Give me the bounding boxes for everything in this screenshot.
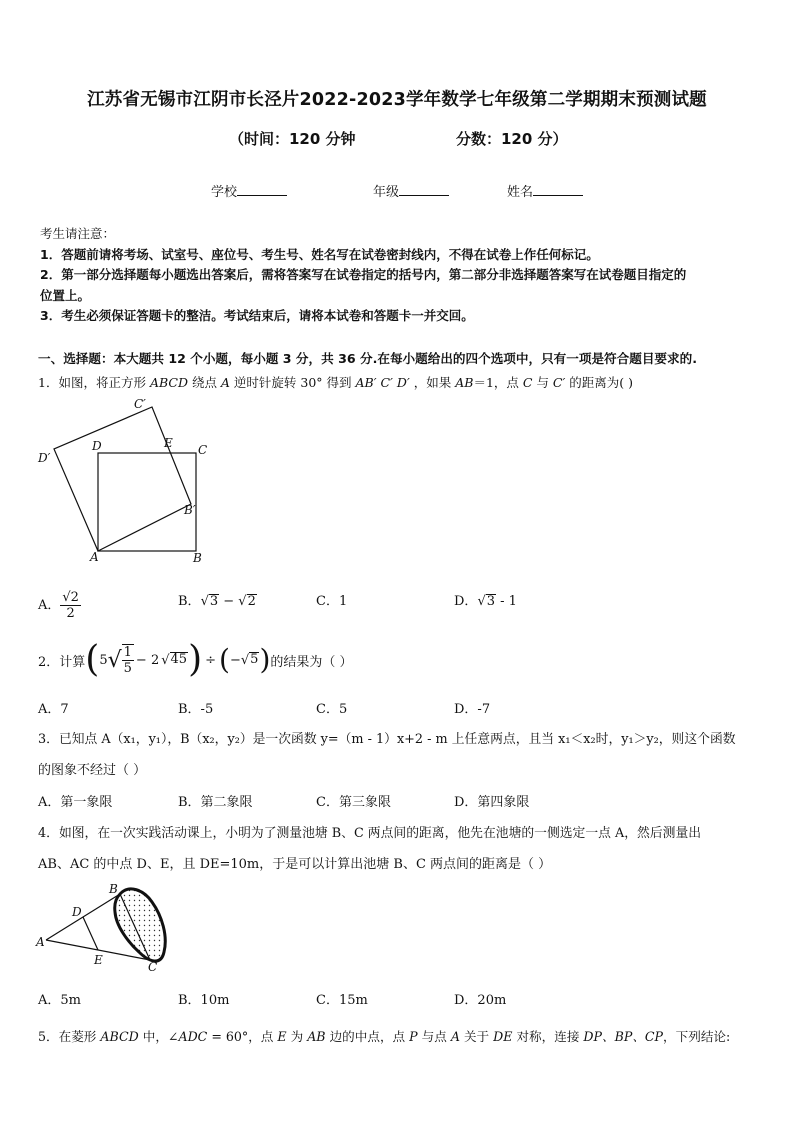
q5-text: 与点 <box>417 1029 451 1044</box>
q5-var: ABCD <box>100 1029 139 1044</box>
question-3-line-2: 的图象不经过（ ） <box>38 763 147 778</box>
q5-var: AB <box>307 1029 326 1044</box>
q1-text: ，如果 <box>409 375 456 390</box>
q5-var: DE <box>493 1029 513 1044</box>
label-e: E <box>94 953 103 967</box>
label-c: C <box>198 443 208 457</box>
option-tail: - 1 <box>496 594 517 609</box>
q2-coef: − 2 <box>135 652 160 668</box>
question-2-stem: 2．计算 ( 5 √ $\frac{1}{5}$ − 2 √ 45 ) ÷ ( − √ 5 ) 的结果为（ ） <box>38 639 353 680</box>
label-b-prime: B′ <box>184 503 196 517</box>
radicand: 45 <box>170 652 188 668</box>
q2-text: 2．计算 <box>38 654 86 670</box>
note-item: 3．考生必须保证答题卡的整洁。考试结束后，请将本试卷和答题卡一并交回。 <box>40 308 474 323</box>
label-d: D <box>72 905 82 919</box>
q1-text: 绕点 <box>187 375 221 390</box>
q1-var: AB <box>455 375 474 390</box>
grade-blank[interactable] <box>399 183 449 196</box>
q3-option-b[interactable]: B．第二象限 <box>178 795 253 810</box>
radicand: 3 <box>486 594 496 609</box>
q5-text: 为 <box>286 1029 308 1044</box>
q1-var: AB′ C′ D′ <box>355 375 410 390</box>
label-e: E <box>164 436 173 450</box>
grade-field <box>373 181 449 200</box>
name-blank[interactable] <box>533 183 583 196</box>
q2-option-b[interactable]: B．-5 <box>178 702 214 717</box>
q1-text: 的距离为( ) <box>565 375 634 390</box>
q2-option-d[interactable]: D．-7 <box>454 702 491 717</box>
grade-label: 年级 <box>373 185 400 200</box>
radicand: 2 <box>247 594 256 609</box>
q4-option-d[interactable]: D．20m <box>454 993 507 1008</box>
paren-open: ( <box>85 639 100 680</box>
q5-text: 关于 <box>459 1029 494 1044</box>
square-abcd <box>98 453 196 551</box>
radical-sign: √ <box>107 647 122 673</box>
q2-option-c[interactable]: C．5 <box>316 702 348 717</box>
fraction-numerator: 1 <box>123 645 132 660</box>
school-blank[interactable] <box>237 183 287 196</box>
q4-option-b[interactable]: B．10m <box>178 993 230 1008</box>
note-item: 2．第一部分选择题每小题选出答案后，需将答案写在试卷指定的括号内，第二部分非选择题答案写在试卷题目指定的 <box>40 267 687 282</box>
page-title: 江苏省无锡市江阴市长泾片2022-2023学年数学七年级第二学期期末预测试题 <box>87 90 707 110</box>
q5-var: ADC <box>178 1029 208 1044</box>
question-4-line-1: 4．如图，在一次实践活动课上，小明为了测量池塘 B、C 两点间的距离，他先在池塘的一侧选定一点 A，然后测量出 <box>38 826 702 841</box>
label-c: C <box>148 960 158 974</box>
name-field <box>507 181 583 200</box>
fraction-numerator: √2 <box>62 590 79 605</box>
q1-option-a[interactable] <box>38 590 81 621</box>
question-4-figure <box>32 878 182 978</box>
label-c-prime: C′ <box>134 397 146 411</box>
note-item: 1．答题前请将考场、试室号、座位号、考生号、姓名写在试卷密封线内，不得在试卷上作任何标记。 <box>40 247 599 262</box>
q1-text: 逆时针旋转 30° 得到 <box>229 375 356 390</box>
q2-coef: 5 <box>99 652 108 668</box>
label-d: D <box>92 439 102 453</box>
q2-option-a[interactable]: A．7 <box>38 702 69 717</box>
label-a: A <box>90 550 99 564</box>
question-5-stem <box>38 1026 730 1045</box>
segment-de <box>83 917 98 950</box>
notes-heading: 考生请注意： <box>40 226 116 241</box>
q4-option-c[interactable]: C．15m <box>316 993 368 1008</box>
divide-sign: ÷ <box>205 652 217 668</box>
square-rotated <box>54 407 191 551</box>
label-b: B <box>193 551 202 565</box>
q5-var: P <box>409 1029 418 1044</box>
q1-var: ABCD <box>149 375 188 390</box>
q1-var: C <box>522 375 533 390</box>
q5-text: 对称，连接 <box>512 1029 584 1044</box>
question-1-stem <box>38 373 633 391</box>
name-label: 姓名 <box>507 185 534 200</box>
radicand: 3 <box>209 594 219 609</box>
q1-option-c[interactable]: C．1 <box>316 594 348 609</box>
q2-text: 的结果为（ ） <box>270 654 353 670</box>
q1-text: 1．如图，将正方形 <box>38 375 150 390</box>
label-a: A <box>36 935 45 949</box>
note-item: 位置上。 <box>40 288 91 303</box>
school-label: 学校 <box>211 185 238 200</box>
label-d-prime: D′ <box>38 451 51 465</box>
q1-var: A <box>220 375 230 390</box>
q3-option-d[interactable]: D．第四象限 <box>454 795 530 810</box>
q5-var: DP、BP、CP <box>583 1029 664 1044</box>
question-1-figure <box>30 392 220 572</box>
option-letter: D． <box>454 594 478 609</box>
q5-text: = 60°，点 <box>207 1029 278 1044</box>
exam-score: 分数：120 分） <box>456 130 568 148</box>
fraction-denominator: 5 <box>123 661 132 676</box>
q1-var: C′ <box>552 375 566 390</box>
school-field <box>211 181 287 200</box>
option-letter: A． <box>38 598 61 613</box>
q1-option-d[interactable]: D．√3 - 1 <box>454 594 517 609</box>
q1-text: ＝1，点 <box>473 375 523 390</box>
neg-sign: − <box>229 652 241 668</box>
question-3-line-1: 3．已知点 A（x₁，y₁），B（x₂，y₂）是一次函数 y=（m - 1）x+2 - m 上任意两点，且当 x₁＜x₂时，y₁＞y₂，则这个函数 <box>38 732 736 747</box>
label-b: B <box>109 882 118 896</box>
option-letter: B． <box>178 594 201 609</box>
q5-text: 中，∠ <box>138 1029 179 1044</box>
q3-option-a[interactable]: A．第一象限 <box>38 795 113 810</box>
question-4-line-2: AB、AC 的中点 D、E，且 DE=10m，于是可以计算出池塘 B、C 两点间的距离是（ ） <box>38 857 552 872</box>
q3-option-c[interactable]: C．第三象限 <box>316 795 391 810</box>
fraction-denominator: 2 <box>66 606 75 621</box>
paren-close: ) <box>188 639 203 680</box>
q5-text: 5．在菱形 <box>38 1029 101 1044</box>
q5-text: ，下列结论: <box>663 1029 731 1044</box>
q1-text: 与 <box>532 375 553 390</box>
q5-var: E <box>277 1029 287 1044</box>
q1-option-b[interactable]: B．√3 − √2 <box>178 594 256 609</box>
q4-option-a[interactable]: A．5m <box>38 993 81 1008</box>
q5-var: A <box>450 1029 460 1044</box>
radicand: 5 <box>250 652 259 668</box>
q5-text: 边的中点，点 <box>325 1029 410 1044</box>
exam-time: （时间：120 分钟 <box>229 130 356 148</box>
section-heading: 一、选择题：本大题共 12 个小题，每小题 3 分，共 36 分.在每小题给出的四个选项中，只有一项是符合题目要求的. <box>38 351 698 366</box>
